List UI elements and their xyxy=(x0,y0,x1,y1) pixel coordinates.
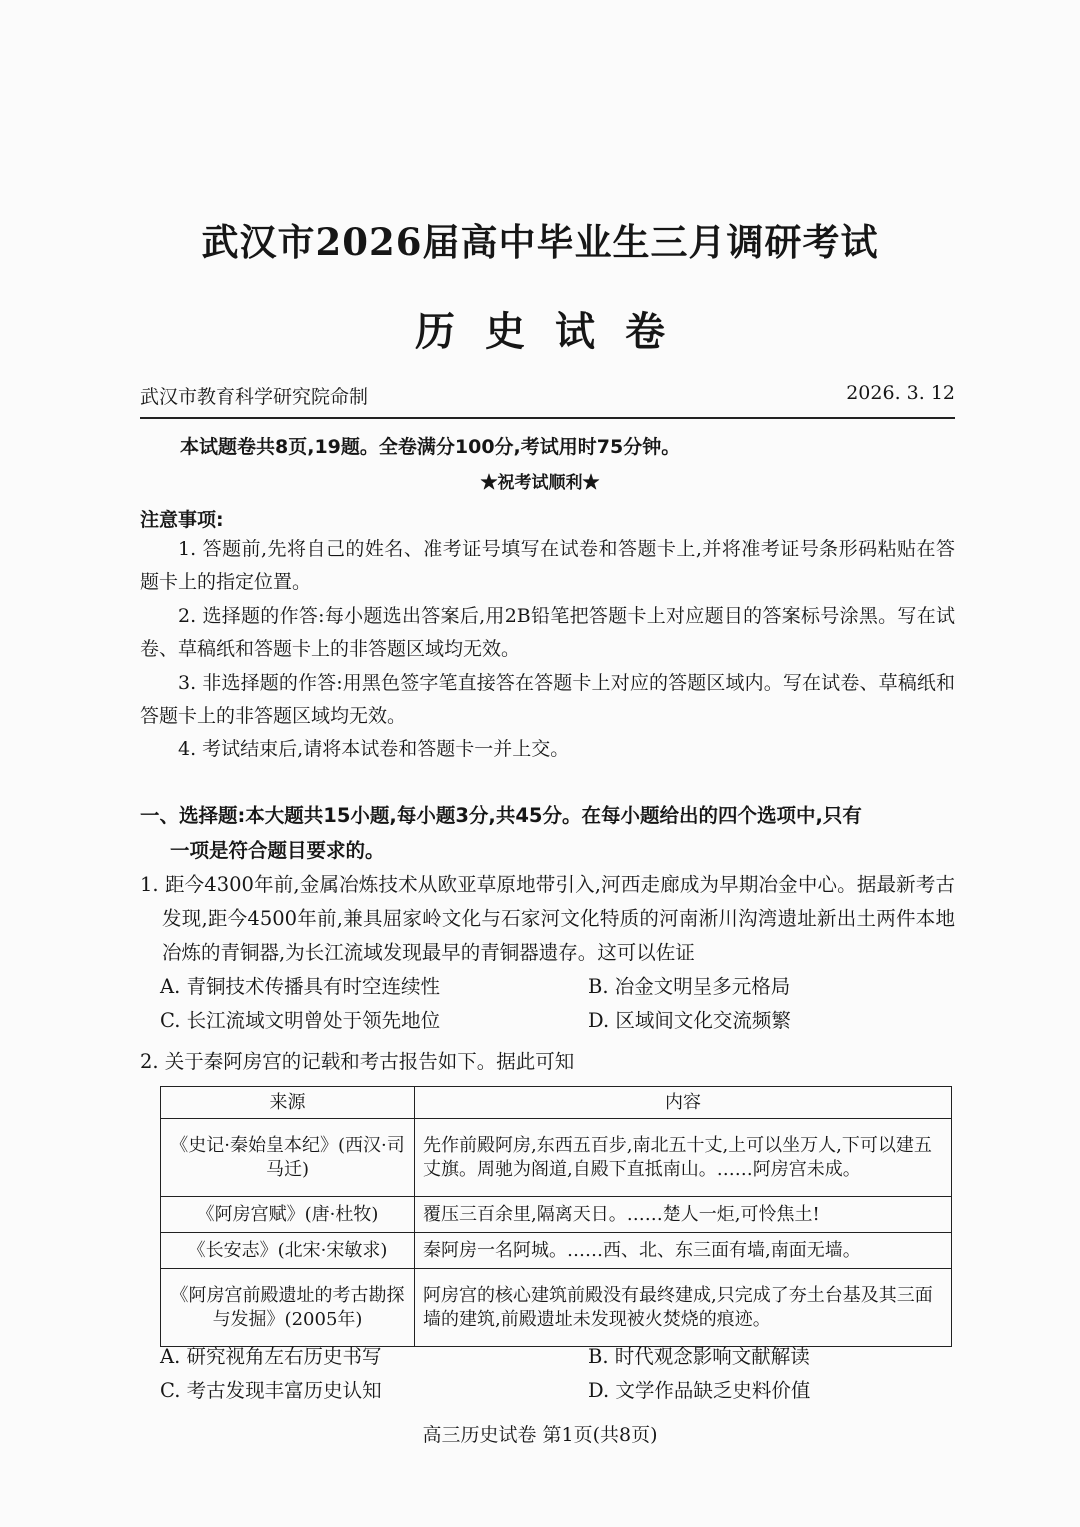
good-luck-text: ★祝考试顺利★ xyxy=(480,473,600,493)
header-content: 内容 xyxy=(415,1087,952,1119)
exam-summary: 本试题卷共8页,19题。全卷满分100分,考试用时75分钟。 xyxy=(180,436,681,458)
option-a: A. 研究视角左右历史书写 xyxy=(160,1345,382,1368)
page-footer: 高三历史试卷 第1页(共8页) xyxy=(422,1424,658,1446)
question-1-stem: 1. 距今4300年前,金属冶炼技术从欧亚草原地带引入,河西走廊成为早期冶金中心。据最新考古发现,距今4500年前,兼具屈家岭文化与石家河文化特质的河南淅川沟湾遗址新出土两件本地冶炼的青铜器,为长江流域发现最早的青铜器遗存。这可以佐证 xyxy=(140,873,955,964)
table-row xyxy=(161,1233,952,1269)
source-cell: 《长安志》(北宋·宋敏求) xyxy=(161,1233,415,1269)
source-cell: 《阿房宫赋》(唐·杜牧) xyxy=(161,1197,415,1233)
question-2-options xyxy=(160,1340,960,1408)
option-b: B. 冶金文明呈多元格局 xyxy=(588,975,791,998)
notice-item: 4. 考试结束后,请将本试卷和答题卡一并上交。 xyxy=(178,738,570,761)
exam-title: 武汉市2026届高中毕业生三月调研考试 xyxy=(201,220,879,264)
content-cell: 秦阿房一名阿城。……西、北、东三面有墙,南面无墙。 xyxy=(415,1233,952,1269)
notice-item: 3. 非选择题的作答:用黑色签字笔直接答在答题卡上对应的答题区域内。写在试卷、草稿纸和答题卡上的非答题区域均无效。 xyxy=(140,671,955,728)
source-table xyxy=(160,1086,952,1347)
option-a: A. 青铜技术传播具有时空连续性 xyxy=(160,975,440,998)
subject-title: 历史试卷 xyxy=(415,308,695,355)
content-cell: 阿房宫的核心建筑前殿没有最终建成,只完成了夯土台基及其三面墙的建筑,前殿遗址未发现被火焚烧的痕迹。 xyxy=(415,1269,952,1347)
question-2-stem: 2. 关于秦阿房宫的记载和考古报告如下。据此可知 xyxy=(140,1050,575,1073)
question-1 xyxy=(140,868,955,1038)
notice-heading: 注意事项: xyxy=(140,509,224,531)
section-line-2: 一项是符合题目要求的。 xyxy=(170,839,385,862)
option-c: C. 考古发现丰富历史认知 xyxy=(160,1379,382,1402)
source-cell: 《史记·秦始皇本纪》(西汉·司马迁) xyxy=(161,1119,415,1197)
content-cell: 覆压三百余里,隔离天日。……楚人一炬,可怜焦土! xyxy=(415,1197,952,1233)
table-header-row xyxy=(161,1087,952,1119)
exam-date: 2026. 3. 12 xyxy=(846,382,955,404)
table-row xyxy=(161,1197,952,1233)
content-cell: 先作前殿阿房,东西五百步,南北五十丈,上可以坐万人,下可以建五丈旗。周驰为阁道,自殿下直抵南山。……阿房宫未成。 xyxy=(415,1119,952,1197)
option-b: B. 时代观念影响文献解读 xyxy=(588,1345,810,1368)
option-d: D. 区域间文化交流频繁 xyxy=(588,1009,791,1032)
notice-item: 1. 答题前,先将自己的姓名、准考证号填写在试卷和答题卡上,并将准考证号条形码粘贴在答题卡上的指定位置。 xyxy=(140,538,955,594)
table-row xyxy=(161,1119,952,1197)
source-cell: 《阿房宫前殿遗址的考古勘探与发掘》(2005年) xyxy=(161,1269,415,1347)
notice-list xyxy=(140,533,955,767)
option-c: C. 长江流域文明曾处于领先地位 xyxy=(160,1009,441,1032)
header-source: 来源 xyxy=(161,1087,415,1119)
option-d: D. 文学作品缺乏史料价值 xyxy=(588,1379,811,1402)
notice-item: 2. 选择题的作答:每小题选出答案后,用2B铅笔把答题卡上对应题目的答案标号涂黑。写在试卷、草稿纸和答题卡上的非答题区域均无效。 xyxy=(140,604,955,661)
section-heading xyxy=(140,798,955,868)
table-row xyxy=(161,1269,952,1347)
issuer: 武汉市教育科学研究院命制 xyxy=(140,386,369,408)
section-line-1: 一、选择题:本大题共15小题,每小题3分,共45分。在每小题给出的四个选项中,只有 xyxy=(140,804,862,827)
meta-row xyxy=(140,382,955,419)
question-1-options xyxy=(140,970,955,1038)
